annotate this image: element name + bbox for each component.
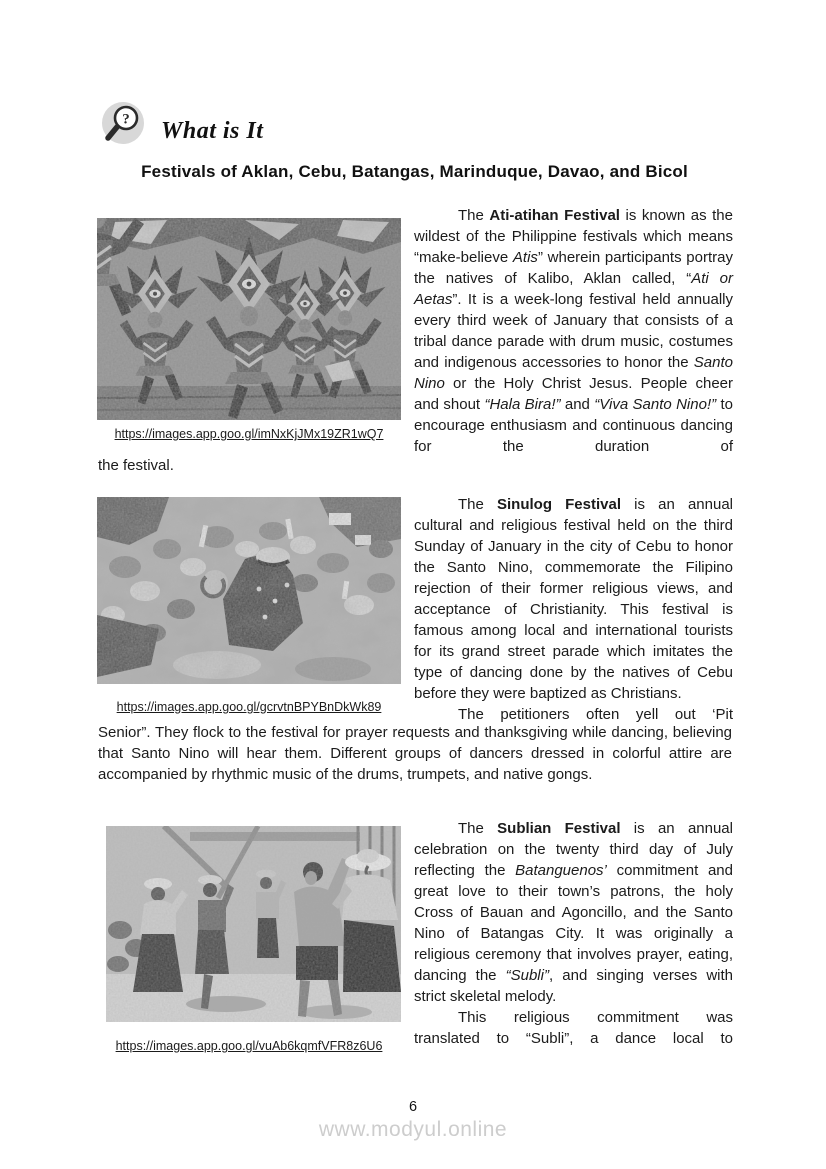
ati-atihan-text-column bbox=[414, 205, 733, 457]
sinulog-continuation: Senior”. They flock to the festival for prayer requests and thanksgiving while dancing, believing that Santo Nino will hear them. Different groups of dancers dressed in colorful attire are accompanied by rhythmic music of the drums, trumpets, and native gongs. bbox=[98, 724, 732, 783]
section-heading: Festivals of Aklan, Cebu, Batangas, Marinduque, Davao, and Bicol bbox=[141, 162, 688, 181]
sublian-festival-image bbox=[106, 826, 401, 1022]
image-caption-link-ati-atihan[interactable]: https://images.app.goo.gl/imNxKjJMx19ZR1wQ7 bbox=[114, 427, 384, 441]
magnifier-question-icon bbox=[95, 100, 149, 150]
paragraph-ati-atihan: The Ati-atihan Festival is known as the wildest of the Philippine festivals which means “make-believe Atis” wherein participants portray the natives of Kalibo, Aklan called, “Ati or Aetas”. It is a week-long festival held annually every third week of January that consists of a tribal dance parade with drum music, costumes and indigenous accessories to honor the Santo Nino or the Holy Christ Jesus. People cheer and shout “Hala Bira!” and “Viva Santo Nino!” to encourage enthusiasm and continuous dancing for the duration of bbox=[414, 207, 733, 455]
paragraph-sublian: The Sublian Festival is an annual celebration on the twenty third day of July reflecting the Batanguenos’ commitment and great love to their town’s patrons, the holy Cross of Bauan and Agoncillo, and the Santo Nino of Batangas City. It was originally a religious ceremony that involves prayer, eating, dancing the “Subli”, and singing verses with strict skeletal melody. bbox=[414, 820, 733, 1005]
svg-text:?: ? bbox=[122, 111, 130, 128]
image-caption-link-sublian[interactable]: https://images.app.goo.gl/vuAb6kqmfVFR8z6U6 bbox=[115, 1039, 383, 1053]
paragraph-sublian-translated: This religious commitment was translated to “Subli”, a dance local to bbox=[414, 1009, 733, 1047]
paragraph-sinulog-petitioners: The petitioners often yell out ‘Pit bbox=[458, 706, 733, 723]
image-caption-link-sinulog[interactable]: https://images.app.goo.gl/gcrvtnBPYBnDkWk89 bbox=[116, 700, 382, 714]
watermark: www.modyul.online bbox=[318, 1118, 508, 1141]
page-title: What is It bbox=[161, 118, 264, 144]
ati-atihan-continuation: the festival. bbox=[98, 457, 174, 474]
sublian-text-column bbox=[414, 818, 733, 1049]
sinulog-text-column bbox=[414, 494, 733, 725]
page-number: 6 bbox=[408, 1099, 418, 1115]
ati-atihan-festival-image bbox=[97, 218, 401, 420]
paragraph-sinulog: The Sinulog Festival is an annual cultural and religious festival held on the third Sunday of January in the city of Cebu to honor the Santo Nino, commemorate the Filipino rejection of their former religious views, and acceptance of Christianity. This festival is famous among local and international tourists for its grand street parade which imitates the type of dancing done by the natives of Cebu before they were baptized as Christians. bbox=[414, 496, 733, 702]
sinulog-festival-image bbox=[97, 497, 401, 684]
